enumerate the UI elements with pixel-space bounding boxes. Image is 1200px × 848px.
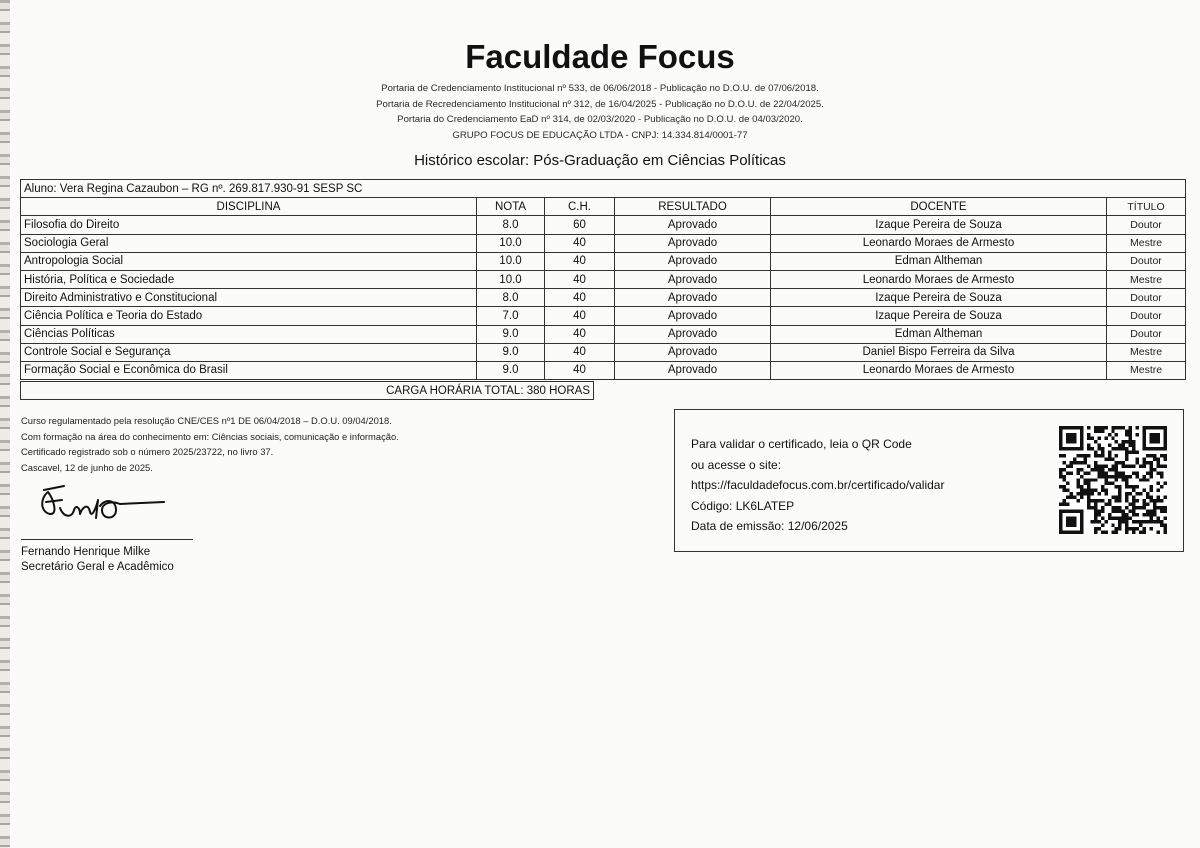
decree-line: Portaria de Recredenciamento Institucional nº 312, de 16/04/2025 - Publicação no D.O.U. de 22/04/2025. <box>376 98 824 110</box>
result-cell: Aprovado <box>615 325 771 343</box>
table-row <box>21 361 1186 379</box>
total-hours-table <box>20 381 594 400</box>
result-cell: Aprovado <box>615 307 771 325</box>
validation-text <box>691 434 944 537</box>
validation-instruction: Para validar o certificado, leia o QR Code <box>691 437 912 451</box>
grade-cell: 10.0 <box>477 252 545 270</box>
hours-cell: 40 <box>545 270 615 288</box>
discipline-cell: Antropologia Social <box>21 252 477 270</box>
grade-cell: 10.0 <box>477 234 545 252</box>
note-line: Curso regulamentado pela resolução CNE/CES nº1 DE 06/04/2018 – D.O.U. 09/04/2018. <box>21 415 392 426</box>
hours-cell: 40 <box>545 252 615 270</box>
table-row <box>21 307 1186 325</box>
grades-table <box>20 179 1186 380</box>
student-info: Aluno: Vera Regina Cazaubon – RG nº. 269.817.930-91 SESP SC <box>21 180 1186 198</box>
grade-cell: 9.0 <box>477 343 545 361</box>
result-cell: Aprovado <box>615 289 771 307</box>
table-row <box>21 343 1186 361</box>
discipline-cell: Ciências Políticas <box>21 325 477 343</box>
degree-cell: Doutor <box>1107 307 1186 325</box>
result-cell: Aprovado <box>615 234 771 252</box>
degree-cell: Doutor <box>1107 325 1186 343</box>
degree-cell: Mestre <box>1107 270 1186 288</box>
result-cell: Aprovado <box>615 343 771 361</box>
grade-rows <box>21 216 1186 380</box>
issue-date: Data de emissão: 12/06/2025 <box>691 519 848 534</box>
teacher-cell: Edman Altheman <box>771 325 1107 343</box>
validation-code: Código: LK6LATEP <box>691 498 795 513</box>
grade-cell: 8.0 <box>477 289 545 307</box>
grade-cell: 9.0 <box>477 361 545 379</box>
hours-cell: 40 <box>545 289 615 307</box>
discipline-cell: Formação Social e Econômica do Brasil <box>21 361 477 379</box>
hours-cell: 40 <box>545 234 615 252</box>
result-cell: Aprovado <box>615 252 771 270</box>
table-row <box>21 289 1186 307</box>
teacher-cell: Izaque Pereira de Souza <box>771 216 1107 234</box>
note-line: Com formação na área do conhecimento em: Ciências sociais, comunicação e informação. <box>21 430 399 442</box>
degree-cell: Doutor <box>1107 252 1186 270</box>
degree-cell: Doutor <box>1107 289 1186 307</box>
signature-image <box>36 478 166 530</box>
table-row <box>21 270 1186 288</box>
teacher-cell: Daniel Bispo Ferreira da Silva <box>771 343 1107 361</box>
signature-line <box>21 539 193 540</box>
table-row <box>21 216 1186 234</box>
signer-block <box>21 545 174 574</box>
hours-cell: 60 <box>545 216 615 234</box>
hours-cell: 40 <box>545 361 615 379</box>
total-hours: CARGA HORÁRIA TOTAL: 380 HORAS <box>21 382 594 400</box>
table-row <box>21 252 1186 270</box>
institution-title: Faculdade Focus <box>465 38 735 75</box>
grade-cell: 7.0 <box>477 307 545 325</box>
col-degree: TÍTULO <box>1107 198 1186 216</box>
discipline-cell: Direito Administrativo e Constitucional <box>21 289 477 307</box>
validation-box <box>674 409 1184 552</box>
degree-cell: Mestre <box>1107 234 1186 252</box>
signer-name: Fernando Henrique Milke <box>21 546 151 558</box>
student-row <box>21 180 1186 198</box>
teacher-cell: Edman Altheman <box>771 252 1107 270</box>
degree-cell: Mestre <box>1107 361 1186 379</box>
teacher-cell: Leonardo Moraes de Armesto <box>771 234 1107 252</box>
col-result: RESULTADO <box>615 198 771 216</box>
hours-cell: 40 <box>545 343 615 361</box>
table-row <box>21 234 1186 252</box>
grade-cell: 8.0 <box>477 216 545 234</box>
decree-line: Portaria do Credenciamento EaD nº 314, de 02/03/2020 - Publicação no D.O.U. de 04/03/2020. <box>397 114 803 126</box>
result-cell: Aprovado <box>615 216 771 234</box>
degree-cell: Doutor <box>1107 216 1186 234</box>
col-discipline: DISCIPLINA <box>21 198 477 216</box>
result-cell: Aprovado <box>615 361 771 379</box>
discipline-cell: Controle Social e Segurança <box>21 343 477 361</box>
course-notes <box>21 413 399 475</box>
table-row <box>21 325 1186 343</box>
teacher-cell: Leonardo Moraes de Armesto <box>771 361 1107 379</box>
decree-list <box>0 81 1200 143</box>
degree-cell: Mestre <box>1107 343 1186 361</box>
discipline-cell: Filosofia do Direito <box>21 216 477 234</box>
col-teacher: DOCENTE <box>771 198 1107 216</box>
hours-cell: 40 <box>545 325 615 343</box>
result-cell: Aprovado <box>615 270 771 288</box>
table-header <box>21 198 1186 216</box>
decree-line: Portaria de Credenciamento Institucional nº 533, de 06/06/2018 - Publicação no D.O.U. de 07/06/2018. <box>381 83 819 94</box>
note-line: Certificado registrado sob o número 2025/23722, no livro 37. <box>21 446 274 458</box>
note-date: Cascavel, 12 de junho de 2025. <box>21 461 153 473</box>
validation-instruction-2: ou acesse o site: <box>691 457 782 472</box>
col-hours: C.H. <box>545 198 615 216</box>
col-grade: NOTA <box>477 198 545 216</box>
teacher-cell: Leonardo Moraes de Armesto <box>771 270 1107 288</box>
validation-url[interactable]: https://faculdadefocus.com.br/certificado/validar <box>691 478 945 493</box>
discipline-cell: História, Política e Sociedade <box>21 270 477 288</box>
discipline-cell: Ciência Política e Teoria do Estado <box>21 307 477 325</box>
teacher-cell: Izaque Pereira de Souza <box>771 289 1107 307</box>
document-subtitle: Histórico escolar: Pós-Graduação em Ciências Políticas <box>414 152 786 169</box>
company-line: GRUPO FOCUS DE EDUCAÇÃO LTDA - CNPJ: 14.334.814/0001-77 <box>452 129 748 141</box>
teacher-cell: Izaque Pereira de Souza <box>771 307 1107 325</box>
grade-cell: 10.0 <box>477 270 545 288</box>
qr-code-icon <box>1058 426 1168 534</box>
grade-cell: 9.0 <box>477 325 545 343</box>
hours-cell: 40 <box>545 307 615 325</box>
discipline-cell: Sociologia Geral <box>21 234 477 252</box>
signer-role: Secretário Geral e Acadêmico <box>21 560 174 573</box>
